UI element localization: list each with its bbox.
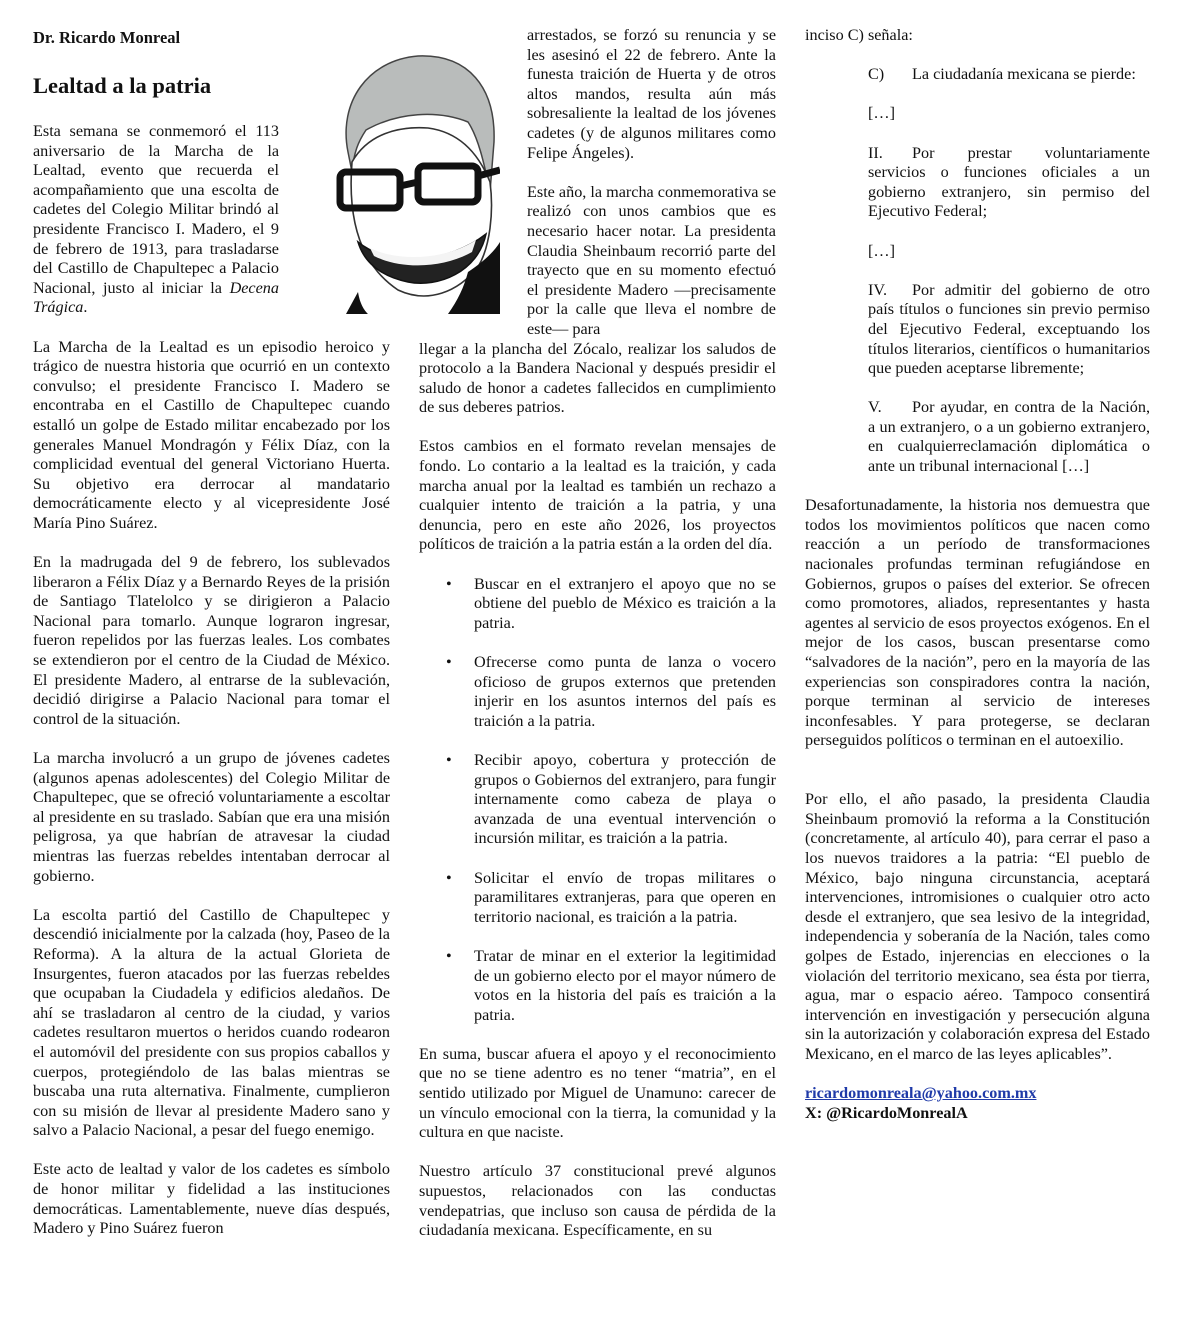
paragraph: Este año, la marcha conmemorativa se realizó con unos cambios que es necesario hacer notar. La presidenta Claudia Sheinbaum recorrió parte del trayecto que en su momento efectuó el presidente Madero —precisamente por la calle que lleva el nombre de este— para	[527, 182, 777, 338]
list-item-text: Buscar en el extranjero el apoyo que no se obtiene del pueblo de México es traición a la patria.	[474, 574, 776, 632]
quote-label: IV.	[868, 280, 888, 299]
paragraph: La marcha involucró a un grupo de jóvenes cadetes (algunos apenas adolescentes) del Colegio Militar de Chapultepec, que se ofreció voluntariamente a escoltar al presidente en su traslado. Sabían que era una misión peligrosa, ya que habrían de atravesar la ciudad mientras las fuerzas rebeldes intentaban derrocar al gobierno.	[33, 749, 390, 885]
column-3	[805, 0, 1150, 1123]
quote-text: La ciudadanía mexicana se pierde:	[912, 65, 1136, 84]
list-item	[419, 575, 776, 634]
article-title: Lealtad a la patria	[33, 73, 212, 98]
list-item	[419, 653, 776, 731]
byline: Dr. Ricardo Monreal	[33, 28, 181, 47]
quote-item-v	[868, 398, 1150, 476]
quote-text: Por ayudar, en contra de la Nación, a un extranjero, o a un gobierno extranjero, en cualquierreclamación diplomática o ante un tribunal internacional […]	[868, 398, 1150, 476]
paragraph: La Marcha de la Lealtad es un episodio heroico y trágico de nuestra historia que ocurrió en un contexto convulso; el presidente Francisco I. Madero se encontraba en el Castillo de Chapultepec cuando estalló un golpe de Estado militar encabezado por los generales Manuel Mondragón y Félix Díaz, con la complicidad eventual del general Victoriano Huerta. Su objetivo era derrocar al mandatario democráticamente electo y al vicepresidente José María Pino Suárez.	[33, 337, 390, 532]
paragraph: Nuestro artículo 37 constitucional prevé algunos supuestos, relacionados con las conductas vendepatrias, que incluso son causa de pérdida de la ciudadanía mexicana. Específicamente, en su	[419, 1162, 776, 1240]
quote-item-c	[868, 65, 1150, 85]
paragraph	[33, 122, 279, 318]
bullet-icon: •	[446, 574, 452, 593]
list-item-text: Recibir apoyo, cobertura y protección de grupos o Gobiernos del extranjero, para fungir internamente como cabeza de playa o avanzada de una eventual intervención o incursión militar, es traición a la patria.	[474, 750, 776, 848]
paragraph: En suma, buscar afuera el apoyo y el reconocimiento que no se tiene adentro es no tener “matria”, en el sentido utilizado por Miguel de Unamuno: carecer de un vínculo emocional con la tierra, la comunidad y la cultura en que naciste.	[419, 1044, 776, 1142]
constitution-quote	[805, 65, 1150, 476]
quote-label: C)	[868, 65, 885, 84]
column-1	[33, 0, 390, 1239]
paragraph: inciso C) señala:	[805, 26, 913, 44]
author-x-handle: X: @RicardoMonrealA	[805, 1103, 968, 1122]
quote-item-iv	[868, 281, 1150, 379]
quote-text: Por admitir del gobierno de otro país títulos o funciones sin previo permiso del Ejecutivo Federal, exceptuando los títulos literarios, científicos o humanitarios que pueden aceptarse libremente;	[868, 280, 1150, 378]
bullet-icon: •	[446, 868, 452, 887]
list-item-text: Solicitar el envío de tropas militares o paramilitares extranjeras, para que operen en territorio nacional, es traición a la patria.	[474, 868, 776, 926]
list-item	[419, 947, 776, 1025]
bullet-icon: •	[446, 750, 452, 769]
bullet-icon: •	[446, 946, 452, 965]
list-item-text: Tratar de minar en el exterior la legitimidad de un gobierno electo por el mayor número de votos en la historia del país es traición a la patria.	[474, 946, 776, 1024]
list-item	[419, 751, 776, 849]
author-email-link[interactable]: ricardomonreala@yahoo.com.mx	[805, 1084, 1037, 1103]
list-item-text: Ofrecerse como punta de lanza o vocero oficioso de grupos externos que pretenden injerir en los asuntos internos del país es traición a la patria.	[474, 653, 776, 730]
paragraph-text: Esta semana se conmemoró el 113 aniversario de la Marcha de la Lealtad, evento que recuerda el acompañamiento que una escolta de cadetes del Colegio Militar brindó al presidente Francisco I. Madero, el 9 de febrero de 1913, para trasladarse del Castillo de Chapultepec a Palacio Nacional, justo al iniciar la	[33, 122, 279, 297]
paragraph-text: .	[83, 298, 88, 317]
quote-text: Por prestar voluntariamente servicios o funciones oficiales a un gobierno extranjero, sin permiso del Ejecutivo Federal;	[868, 143, 1150, 221]
quote-ellipsis: […]	[868, 241, 895, 260]
quote-label: V.	[868, 398, 882, 417]
emphasis-decena-tragica: Decena Trágica	[33, 278, 279, 317]
paragraph: llegar a la plancha del Zócalo, realizar los saludos de protocolo a la Bandera Nacional y después presidir el saludo de honor a cadetes fallecidos en cumplimiento de sus deberes patrios.	[419, 339, 776, 417]
quote-label: II.	[868, 143, 883, 162]
paragraph: La escolta partió del Castillo de Chapultepec y descendió inicialmente por la calzada (hoy, Paseo de la Reforma). A la altura de la actual Glorieta de Insurgentes, fueron atacados por las fuerzas rebeldes que ocupaban la Ciudadela y edificios aledaños. De ahí se trasladaron al centro de la ciudad, y varios cadetes resultaron muertos o heridos cuando rodearon el automóvil del presidente con sus propios caballos y cuerpos, protegiéndolo de las balas mientras se buscaba una ruta alternativa. Finalmente, cumplieron con su misión de llevar al presidente Madero sano y salvo a Palacio Nacional, a pesar del fuego enemigo.	[33, 905, 390, 1140]
paragraph: arrestados, se forzó su renuncia y se les asesinó el 22 de febrero. Ante la funesta traición de Huerta y de otros altos mandos, resulta aún más sobresaliente la lealtad de los jóvenes cadetes (y de algunos militares como Felipe Ángeles).	[527, 26, 776, 162]
paragraph: Desafortunadamente, la historia nos demuestra que todos los movimientos políticos que nacen como reacción a un período de transformaciones nacionales profundas terminan refugiándose en Gobiernos, grupos o países del exterior. Se ofrecen como promotores, aliados, representantes y hasta agentes al servicio de esos proyectos exógenos. En el mejor de los casos, buscan presentarse como “salvadores de la nación”, pero en la mayoría de las experiencias son conspiradores contra la nación, porque terminan al servicio de intereses inconfesables. Y para protegerse, se declaran perseguidos políticos o terminan en el autoexilio.	[805, 496, 1150, 750]
paragraph: En la madrugada del 9 de febrero, los sublevados liberaron a Félix Díaz y a Bernardo Reyes de la prisión de Santiago Tlatelolco y se dirigieron a Palacio Nacional para tomarlo. Aunque lograron ingresar, fueron repelidos por las fuerzas leales. Los combates se extendieron por el centro de la Ciudad de México. El presidente Madero, al entrarse de la sublevación, decidió dirigirse a Palacio Nacional para tomar el control de la situación.	[33, 553, 390, 728]
column-2	[419, 0, 776, 1241]
list-item	[419, 869, 776, 928]
quote-ellipsis: […]	[868, 104, 895, 123]
quote-item-ii	[868, 144, 1150, 222]
paragraph: Este acto de lealtad y valor de los cadetes es símbolo de honor militar y fidelidad a las instituciones democráticas. Lamentablemente, nueve días después, Madero y Pino Suárez fueron	[33, 1160, 390, 1238]
bullet-icon: •	[446, 653, 452, 671]
paragraph: Estos cambios en el formato revelan mensajes de fondo. Lo contario a la lealtad es la traición, y cada marcha anual por la lealtad es también un rechazo a cualquier intento de traición a la patria, y una denuncia, pero en este año 2026, los proyectos políticos de traición a la patria están a la orden del día.	[419, 437, 776, 554]
bullet-list	[419, 575, 776, 1026]
paragraph: Por ello, el año pasado, la presidenta Claudia Sheinbaum promovió la reforma a la Constitución (concretamente, al artículo 40), para cerrar el paso a los nuevos traidores a la patria: “El pueblo de México, bajo ninguna circunstancia, aceptará intervenciones, intromisiones o cualquier otro acto desde el extranjero, que sea lesivo de la integridad, independencia y soberanía de la Nación, tales como golpes de Estado, injerencias en elecciones o la violación del territorio mexicano, sea ésta por tierra, agua, mar o espacio aéreo. Tampoco consentirá intervención en investigación y persecución alguna sin la autorización y colaboración expresa del Estado Mexicano, en el marco de las leyes aplicables”.	[805, 790, 1150, 1063]
